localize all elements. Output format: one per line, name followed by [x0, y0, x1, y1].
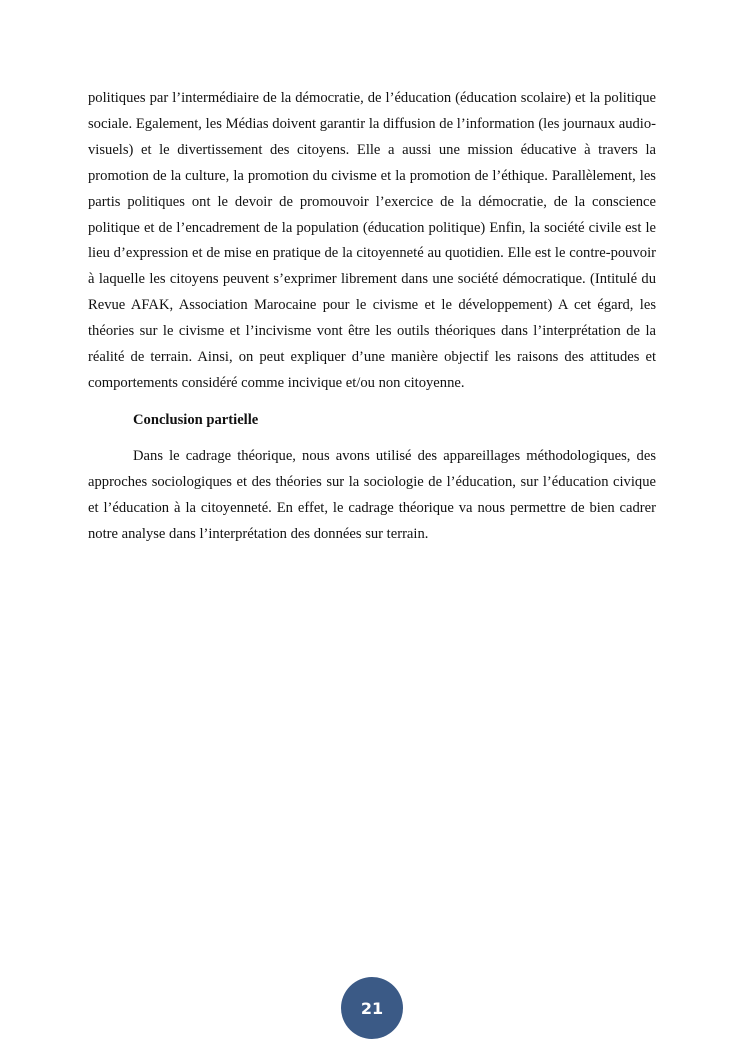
body-paragraph-2: Dans le cadrage théorique, nous avons utilisé des appareillages méthodologiques, des approches sociologiques et des théories sur la sociologie de l’éducation, sur l’éducation civique et l’éducation à la citoyenneté. En effet, le cadrage théorique va nous permettre de bien cadrer notre analyse dans l’interprétation des données sur terrain.	[88, 447, 656, 542]
page-number-badge: 21	[341, 977, 403, 1039]
page-content	[88, 86, 656, 547]
body-paragraph-1: politiques par l’intermédiaire de la démocratie, de l’éducation (éducation scolaire) et la politique sociale. Egalement, les Médias doivent garantir la diffusion de l’information (les journaux audio-visuels) et le divertissement des citoyens. Elle a aussi une mission éducative à travers la promotion de la culture, la promotion du civisme et la promotion de l’éthique. Parallèlement, les partis politiques ont le devoir de promouvoir l’exercice de la démocratie, de la conscience politique et de l’encadrement de la population (éducation politique) Enfin, la société civile est le lieu d’expression et de mise en pratique de la citoyenneté au quotidien. Elle est le contre-pouvoir à laquelle les citoyens peuvent s’exprimer librement dans une société démocratique. (Intitulé du Revue AFAK, Association Marocaine pour le civisme et le développement) A cet égard, les théories sur le civisme et l’incivisme vont être les outils théoriques dans l’interprétation de la réalité de terrain. Ainsi, on peut expliquer d’une manière objectif les raisons des attitudes et comportements considéré comme incivique et/ou non citoyenne.	[88, 90, 656, 391]
section-heading: Conclusion partielle	[133, 411, 259, 428]
